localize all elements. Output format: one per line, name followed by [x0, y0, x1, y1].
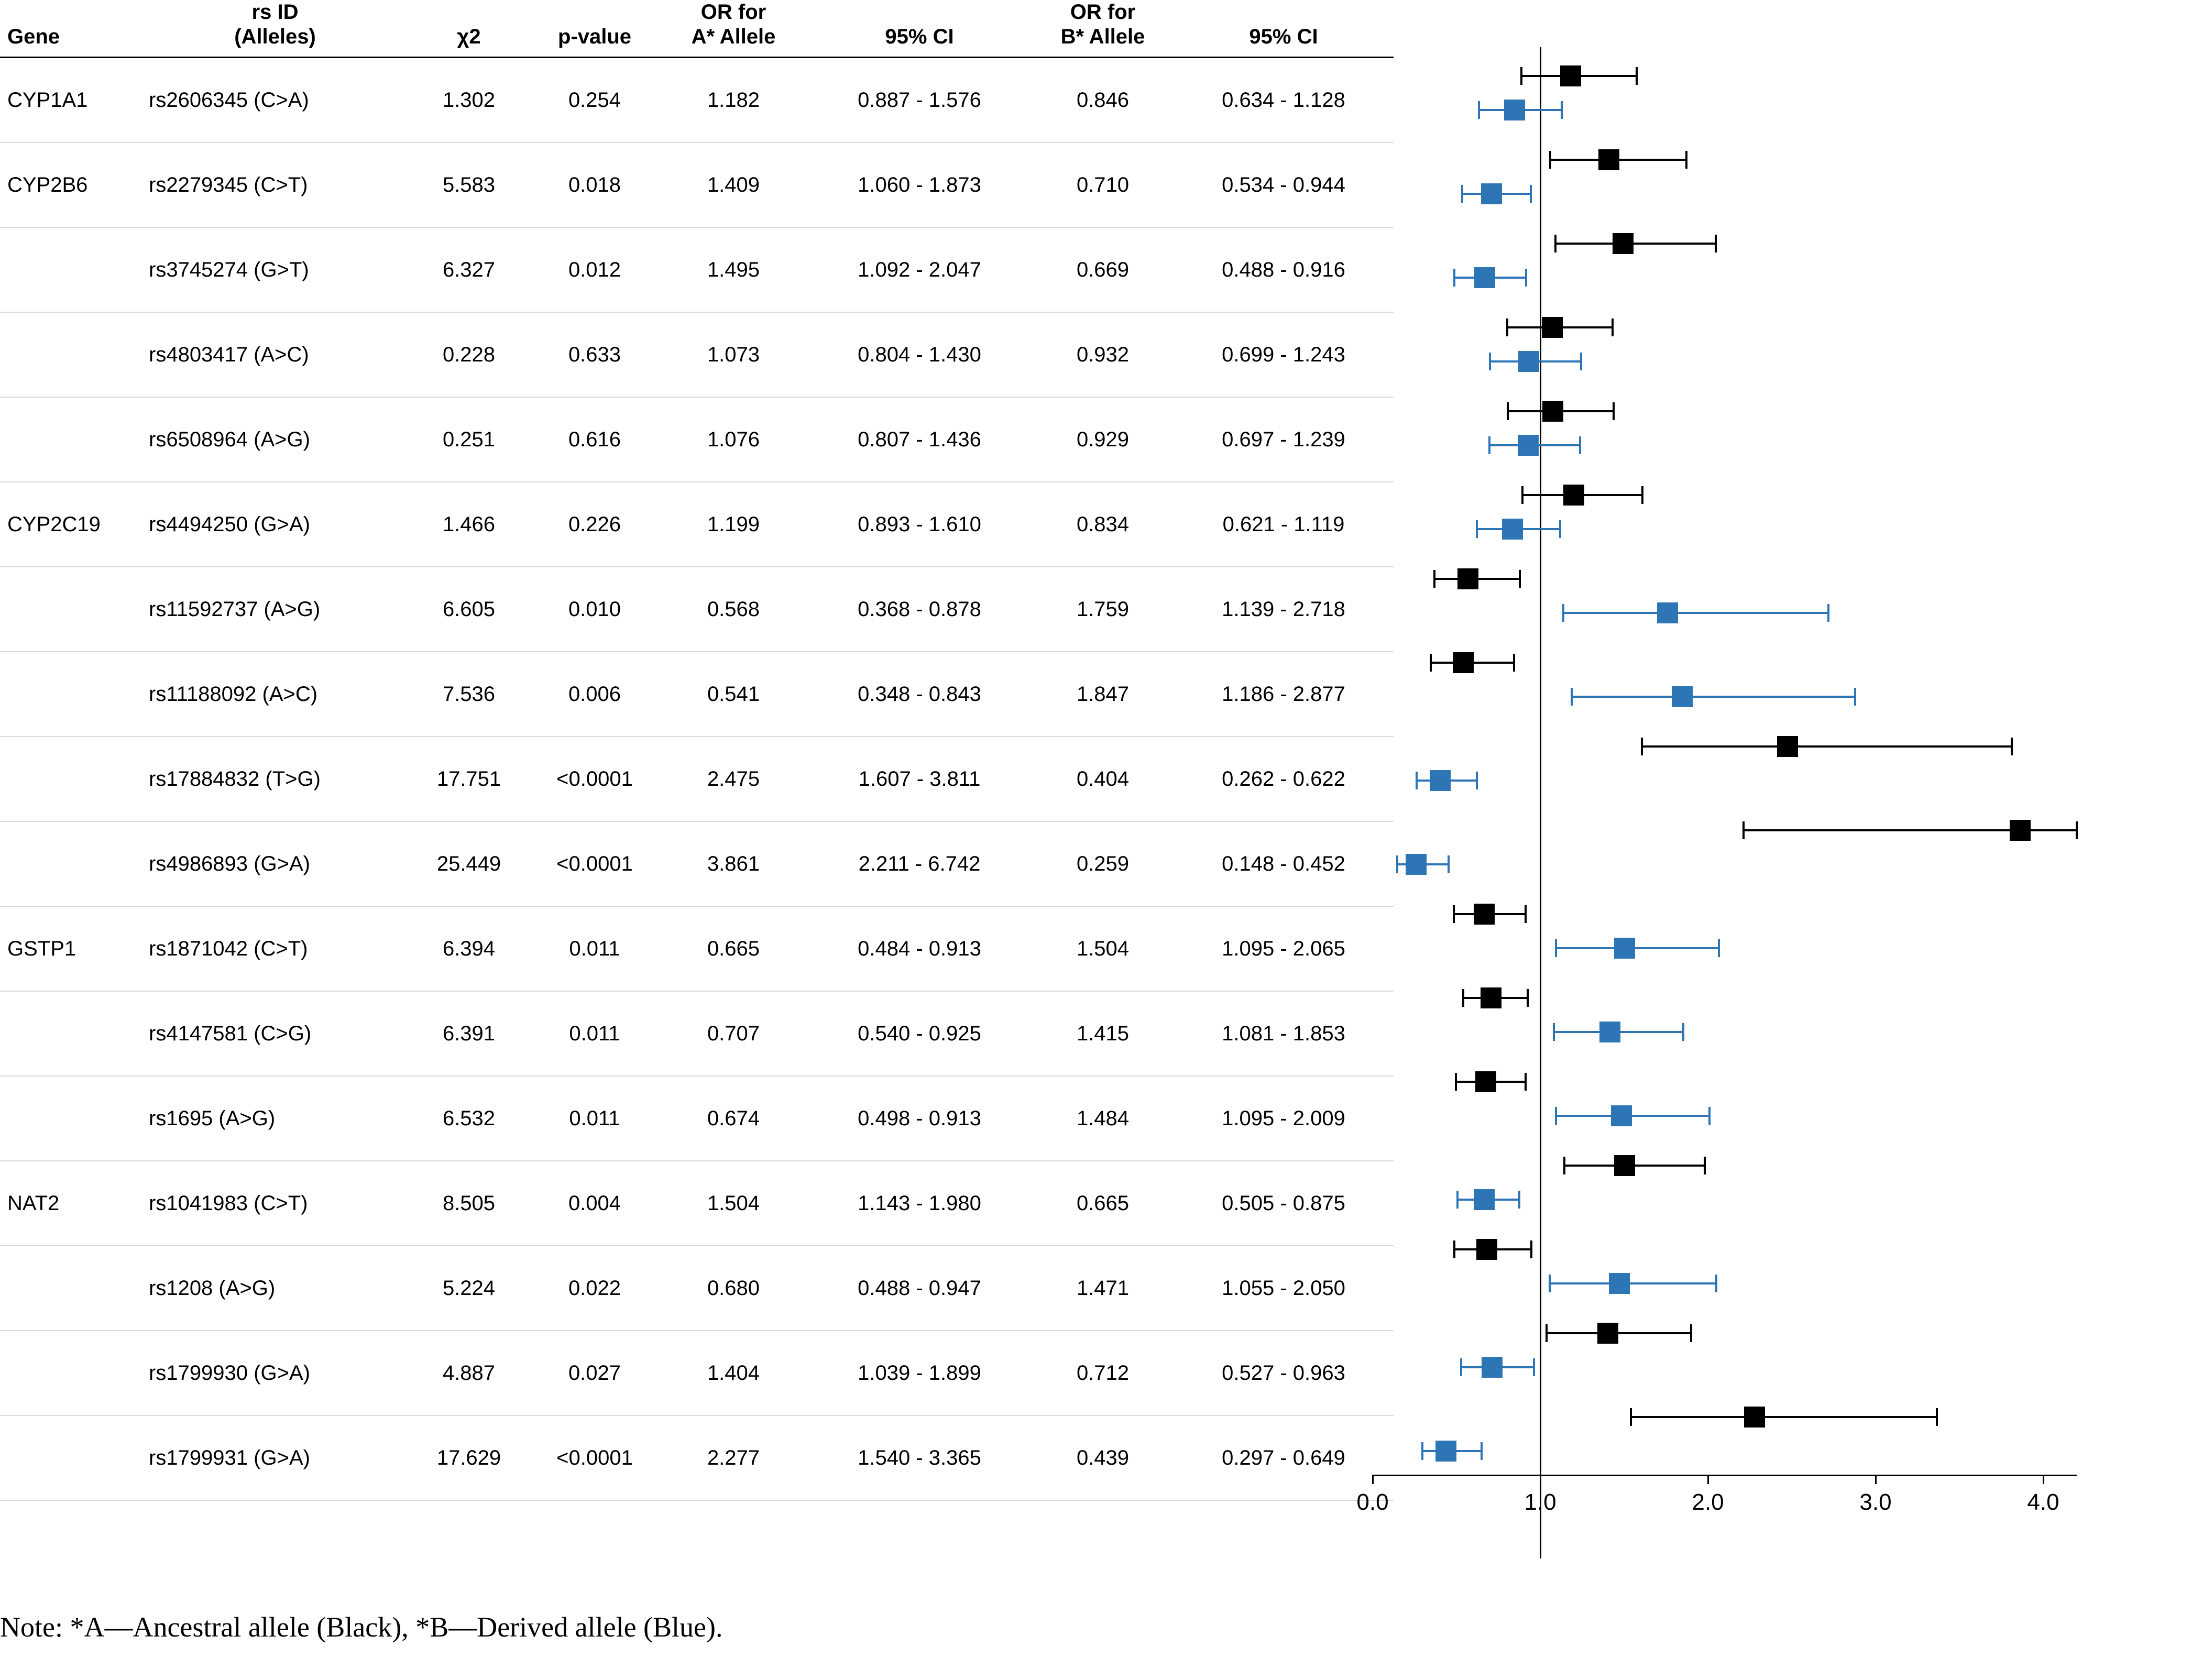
- gene-cell: [0, 1415, 141, 1500]
- x-axis-tick-label: 4.0: [2027, 1489, 2059, 1515]
- or-a-cell: 1.409: [660, 142, 807, 227]
- ci-lower-cap: [1571, 688, 1573, 706]
- ci-b-cell: 0.527 - 0.963: [1174, 1331, 1394, 1415]
- rsid-cell: rs1695 (A>G): [141, 1076, 409, 1161]
- x-axis-tick: [2043, 1475, 2044, 1484]
- chi2-cell: 17.751: [409, 737, 529, 821]
- table-row: [0, 991, 1394, 1076]
- or-a-cell: 0.568: [660, 567, 807, 652]
- or-b-cell: 0.712: [1032, 1331, 1174, 1415]
- ci-lower-cap: [1520, 67, 1522, 85]
- odds-ratio-point: [1502, 519, 1523, 540]
- or-b-cell: 0.710: [1032, 142, 1174, 227]
- rsid-cell: rs2279345 (C>T): [141, 142, 409, 227]
- odds-ratio-point: [1599, 1022, 1620, 1042]
- pvalue-cell: 0.254: [529, 58, 660, 143]
- pvalue-cell: 0.004: [529, 1161, 660, 1246]
- table-row: [0, 737, 1394, 821]
- or-a-cell: 0.707: [660, 991, 807, 1076]
- column-header-ci-b: 95% CI: [1174, 0, 1394, 58]
- odds-ratio-point: [1453, 652, 1474, 673]
- rsid-cell: rs4494250 (G>A): [141, 482, 409, 567]
- odds-ratio-point: [1613, 233, 1634, 254]
- pvalue-cell: 0.010: [529, 567, 660, 652]
- pvalue-cell: 0.633: [529, 312, 660, 397]
- ci-upper-cap: [1448, 855, 1450, 873]
- table-header: [0, 0, 1394, 58]
- or-a-cell: 1.182: [660, 58, 807, 143]
- ci-upper-cap: [1518, 1191, 1520, 1209]
- rsid-cell: rs1799930 (G>A): [141, 1331, 409, 1415]
- column-header-ci-a: 95% CI: [807, 0, 1032, 58]
- chi2-cell: 7.536: [409, 652, 529, 737]
- pvalue-cell: <0.0001: [529, 1415, 660, 1500]
- table-row: [0, 567, 1394, 652]
- ci-upper-cap: [1481, 1442, 1483, 1460]
- ci-b-cell: 0.297 - 0.649: [1174, 1415, 1394, 1500]
- ci-upper-cap: [2076, 821, 2078, 839]
- ci-lower-cap: [1453, 905, 1455, 923]
- or-a-cell: 0.541: [660, 652, 807, 737]
- gene-cell: [0, 1246, 141, 1331]
- ci-lower-cap: [1641, 738, 1643, 755]
- rsid-cell: rs1799931 (G>A): [141, 1415, 409, 1500]
- odds-ratio-point: [1474, 904, 1495, 925]
- ci-lower-cap: [1396, 855, 1398, 873]
- or-a-cell: 2.475: [660, 737, 807, 821]
- chi2-cell: 5.583: [409, 142, 529, 227]
- odds-ratio-point: [1406, 854, 1427, 875]
- odds-ratio-point: [1476, 1239, 1497, 1260]
- ci-lower-cap: [1462, 989, 1464, 1007]
- rsid-cell: rs1041983 (C>T): [141, 1161, 409, 1246]
- ci-upper-cap: [1636, 67, 1638, 85]
- ci-a-cell: 0.540 - 0.925: [807, 991, 1032, 1076]
- ci-b-cell: 1.139 - 2.718: [1174, 567, 1394, 652]
- ci-lower-cap: [1453, 269, 1455, 287]
- x-axis-tick: [1875, 1475, 1877, 1484]
- odds-ratio-point: [1435, 1441, 1456, 1462]
- ci-lower-cap: [1421, 1442, 1423, 1460]
- chi2-cell: 4.887: [409, 1331, 529, 1415]
- pvalue-cell: 0.022: [529, 1246, 660, 1331]
- ci-b-cell: 1.186 - 2.877: [1174, 652, 1394, 737]
- chi2-cell: 6.605: [409, 567, 529, 652]
- forest-plot: [1341, 0, 2179, 1561]
- or-a-cell: 1.073: [660, 312, 807, 397]
- ci-b-cell: 0.534 - 0.944: [1174, 142, 1394, 227]
- ci-upper-cap: [1718, 939, 1720, 957]
- or-a-cell: 2.277: [660, 1415, 807, 1500]
- ci-a-cell: 0.887 - 1.576: [807, 58, 1032, 143]
- odds-ratio-point: [1777, 736, 1798, 757]
- confidence-interval-line: [1555, 243, 1716, 245]
- column-header-rsid-line2: (Alleles): [234, 25, 316, 49]
- table-row: [0, 1076, 1394, 1161]
- ci-a-cell: 0.368 - 0.878: [807, 567, 1032, 652]
- ci-a-cell: 1.060 - 1.873: [807, 142, 1032, 227]
- figure-note: Note: *A—Ancestral allele (Black), *B—Derived allele (Blue).: [0, 1611, 723, 1643]
- ci-upper-cap: [1525, 269, 1527, 287]
- or-a-cell: 1.504: [660, 1161, 807, 1246]
- odds-ratio-point: [1474, 1189, 1495, 1210]
- rsid-cell: rs3745274 (G>T): [141, 227, 409, 312]
- chi2-cell: 8.505: [409, 1161, 529, 1246]
- confidence-interval-line: [1631, 1416, 1937, 1418]
- x-axis-line: [1373, 1475, 2077, 1476]
- ci-b-cell: 0.634 - 1.128: [1174, 58, 1394, 143]
- ci-b-cell: 1.055 - 2.050: [1174, 1246, 1394, 1331]
- pvalue-cell: 0.018: [529, 142, 660, 227]
- ci-upper-cap: [1613, 402, 1615, 420]
- chi2-cell: 6.327: [409, 227, 529, 312]
- column-header-or-a: [660, 0, 807, 58]
- confidence-interval-line: [1550, 1282, 1716, 1284]
- ci-upper-cap: [1519, 570, 1521, 588]
- gene-cell: [0, 652, 141, 737]
- or-a-cell: 1.404: [660, 1331, 807, 1415]
- ci-lower-cap: [1507, 402, 1509, 420]
- pvalue-cell: 0.011: [529, 1076, 660, 1161]
- rsid-cell: rs6508964 (A>G): [141, 397, 409, 482]
- or-b-cell: 0.404: [1032, 737, 1174, 821]
- gene-cell: [0, 567, 141, 652]
- ci-lower-cap: [1506, 319, 1508, 336]
- column-header-rsid: [141, 0, 409, 58]
- table-row: [0, 142, 1394, 227]
- confidence-interval-line: [1556, 1115, 1709, 1117]
- pvalue-cell: 0.226: [529, 482, 660, 567]
- ci-upper-cap: [1854, 688, 1856, 706]
- chi2-cell: 6.394: [409, 906, 529, 991]
- rsid-cell: rs11188092 (A>C): [141, 652, 409, 737]
- ci-upper-cap: [1641, 486, 1643, 504]
- x-axis-tick: [1540, 1475, 1541, 1484]
- ci-a-cell: 0.893 - 1.610: [807, 482, 1032, 567]
- rsid-cell: rs2606345 (C>A): [141, 58, 409, 143]
- ci-lower-cap: [1430, 654, 1432, 672]
- odds-ratio-point: [1481, 183, 1502, 204]
- ci-lower-cap: [1455, 1073, 1457, 1091]
- forest-plot-canvas: [1341, 0, 2179, 1561]
- ci-a-cell: 0.498 - 0.913: [807, 1076, 1032, 1161]
- gene-cell: [0, 397, 141, 482]
- rsid-cell: rs11592737 (A>G): [141, 567, 409, 652]
- column-header-or-b-line2: B* Allele: [1060, 25, 1145, 49]
- ci-upper-cap: [1690, 1324, 1692, 1342]
- chi2-cell: 1.302: [409, 58, 529, 143]
- chi2-cell: 0.228: [409, 312, 529, 397]
- table-row: [0, 1161, 1394, 1246]
- chi2-cell: 6.532: [409, 1076, 529, 1161]
- x-axis-tick-label: 2.0: [1692, 1489, 1724, 1515]
- ci-lower-cap: [1742, 821, 1745, 839]
- ci-lower-cap: [1555, 939, 1557, 957]
- table-row: [0, 397, 1394, 482]
- x-axis-tick-label: 0.0: [1356, 1489, 1389, 1515]
- odds-ratio-point: [1563, 485, 1584, 506]
- gene-cell: [0, 227, 141, 312]
- ci-upper-cap: [1527, 989, 1529, 1007]
- gene-cell: NAT2: [0, 1161, 141, 1246]
- ci-upper-cap: [1533, 1358, 1535, 1376]
- confidence-interval-line: [1556, 947, 1718, 949]
- odds-ratio-point: [1475, 1071, 1496, 1092]
- ci-upper-cap: [1715, 1275, 1717, 1292]
- or-b-cell: 0.834: [1032, 482, 1174, 567]
- ci-b-cell: 1.095 - 2.065: [1174, 906, 1394, 991]
- ci-a-cell: 0.488 - 0.947: [807, 1246, 1032, 1331]
- ci-upper-cap: [1827, 604, 1829, 622]
- or-a-cell: 1.199: [660, 482, 807, 567]
- chi2-cell: 0.251: [409, 397, 529, 482]
- ci-lower-cap: [1555, 1107, 1557, 1125]
- ci-b-cell: 0.621 - 1.119: [1174, 482, 1394, 567]
- odds-ratio-point: [1474, 267, 1495, 288]
- or-a-cell: 1.076: [660, 397, 807, 482]
- odds-ratio-point: [1542, 401, 1563, 422]
- pvalue-cell: 0.006: [529, 652, 660, 737]
- null-reference-line: [1540, 47, 1541, 1558]
- ci-a-cell: 2.211 - 6.742: [807, 821, 1032, 906]
- gene-cell: [0, 1076, 141, 1161]
- ci-lower-cap: [1478, 101, 1480, 119]
- ci-b-cell: 0.697 - 1.239: [1174, 397, 1394, 482]
- ci-a-cell: 1.143 - 1.980: [807, 1161, 1032, 1246]
- column-header-rsid-line1: rs ID: [251, 1, 299, 24]
- ci-upper-cap: [1530, 185, 1532, 203]
- ci-lower-cap: [1461, 185, 1463, 203]
- table-row: [0, 58, 1394, 143]
- odds-ratio-point: [1482, 1357, 1503, 1378]
- pvalue-cell: <0.0001: [529, 737, 660, 821]
- ci-upper-cap: [1525, 1073, 1527, 1091]
- column-header-chi2: χ2: [409, 0, 529, 58]
- gene-cell: CYP2B6: [0, 142, 141, 227]
- ci-lower-cap: [1433, 570, 1435, 588]
- ci-lower-cap: [1554, 235, 1557, 252]
- ci-upper-cap: [1685, 151, 1687, 169]
- pvalue-cell: 0.011: [529, 991, 660, 1076]
- confidence-interval-line: [1547, 1332, 1691, 1334]
- or-b-cell: 0.846: [1032, 58, 1174, 143]
- or-b-cell: 1.759: [1032, 567, 1174, 652]
- table-row: [0, 227, 1394, 312]
- ci-lower-cap: [1553, 1023, 1555, 1041]
- column-header-or-b: [1032, 0, 1174, 58]
- table-row: [0, 1246, 1394, 1331]
- confidence-interval-line: [1572, 696, 1855, 698]
- ci-b-cell: 0.505 - 0.875: [1174, 1161, 1394, 1246]
- odds-ratio-point: [1430, 770, 1451, 791]
- ci-a-cell: 0.804 - 1.430: [807, 312, 1032, 397]
- ci-lower-cap: [1521, 486, 1524, 504]
- or-a-cell: 3.861: [660, 821, 807, 906]
- pvalue-cell: 0.012: [529, 227, 660, 312]
- ci-lower-cap: [1488, 436, 1490, 454]
- table-row: [0, 906, 1394, 991]
- table-row: [0, 652, 1394, 737]
- chi2-cell: 1.466: [409, 482, 529, 567]
- ci-lower-cap: [1549, 151, 1551, 169]
- column-header-or-a-line1: OR for: [700, 1, 766, 24]
- ci-upper-cap: [1513, 654, 1515, 672]
- odds-ratio-point: [1597, 1323, 1618, 1344]
- table-row: [0, 1331, 1394, 1415]
- odds-ratio-point: [1744, 1407, 1765, 1428]
- odds-ratio-point: [1504, 100, 1525, 120]
- ci-lower-cap: [1563, 1157, 1565, 1174]
- ci-a-cell: 1.092 - 2.047: [807, 227, 1032, 312]
- or-b-cell: 1.471: [1032, 1246, 1174, 1331]
- ci-upper-cap: [2011, 738, 2013, 755]
- column-header-pvalue: p-value: [529, 0, 660, 58]
- column-header-or-b-line1: OR for: [1070, 1, 1136, 24]
- or-b-cell: 1.504: [1032, 906, 1174, 991]
- ci-lower-cap: [1630, 1408, 1632, 1426]
- gene-cell: [0, 821, 141, 906]
- gene-cell: CYP1A1: [0, 58, 141, 143]
- ci-lower-cap: [1562, 604, 1564, 622]
- ci-lower-cap: [1476, 520, 1478, 538]
- ci-lower-cap: [1549, 1275, 1551, 1292]
- ci-lower-cap: [1456, 1191, 1459, 1209]
- x-axis-tick-label: 1.0: [1524, 1489, 1557, 1515]
- or-b-cell: 1.847: [1032, 652, 1174, 737]
- ci-b-cell: 0.488 - 0.916: [1174, 227, 1394, 312]
- or-a-cell: 0.665: [660, 906, 807, 991]
- table-row: [0, 312, 1394, 397]
- pvalue-cell: <0.0001: [529, 821, 660, 906]
- ci-upper-cap: [1612, 319, 1614, 336]
- gene-cell: [0, 1331, 141, 1415]
- ci-upper-cap: [1936, 1408, 1938, 1426]
- chi2-cell: 6.391: [409, 991, 529, 1076]
- ci-upper-cap: [1525, 905, 1527, 923]
- ci-a-cell: 0.807 - 1.436: [807, 397, 1032, 482]
- odds-ratio-point: [1657, 602, 1678, 623]
- ci-lower-cap: [1546, 1324, 1548, 1342]
- ci-upper-cap: [1530, 1240, 1532, 1258]
- ci-b-cell: 0.148 - 0.452: [1174, 821, 1394, 906]
- confidence-interval-line: [1642, 745, 2011, 748]
- or-b-cell: 0.439: [1032, 1415, 1174, 1500]
- gene-cell: GSTP1: [0, 906, 141, 991]
- table-body: [0, 58, 1394, 1501]
- odds-ratio-point: [1672, 686, 1693, 707]
- or-b-cell: 0.665: [1032, 1161, 1174, 1246]
- or-b-cell: 0.669: [1032, 227, 1174, 312]
- rsid-cell: rs4147581 (C>G): [141, 991, 409, 1076]
- ci-a-cell: 0.484 - 0.913: [807, 906, 1032, 991]
- rsid-cell: rs4803417 (A>C): [141, 312, 409, 397]
- or-b-cell: 0.929: [1032, 397, 1174, 482]
- ci-lower-cap: [1460, 1358, 1462, 1376]
- odds-ratio-point: [1518, 351, 1539, 372]
- ci-upper-cap: [1704, 1157, 1706, 1174]
- or-b-cell: 0.932: [1032, 312, 1174, 397]
- ci-upper-cap: [1708, 1107, 1711, 1125]
- rsid-cell: rs1871042 (C>T): [141, 906, 409, 991]
- table-row: [0, 482, 1394, 567]
- rsid-cell: rs17884832 (T>G): [141, 737, 409, 821]
- ci-upper-cap: [1559, 520, 1561, 538]
- ci-upper-cap: [1682, 1023, 1684, 1041]
- ci-a-cell: 1.039 - 1.899: [807, 1331, 1032, 1415]
- odds-ratio-point: [1542, 317, 1563, 338]
- column-header-or-a-line2: A* Allele: [691, 25, 776, 49]
- ci-b-cell: 1.081 - 1.853: [1174, 991, 1394, 1076]
- or-b-cell: 0.259: [1032, 821, 1174, 906]
- pvalue-cell: 0.011: [529, 906, 660, 991]
- ci-upper-cap: [1715, 235, 1717, 252]
- odds-ratio-point: [1614, 938, 1635, 959]
- odds-ratio-point: [1481, 987, 1501, 1008]
- ci-b-cell: 0.262 - 0.622: [1174, 737, 1394, 821]
- column-header-gene: Gene: [0, 0, 141, 58]
- x-axis-tick: [1372, 1475, 1374, 1484]
- x-axis-tick-label: 3.0: [1859, 1489, 1892, 1515]
- or-a-cell: 1.495: [660, 227, 807, 312]
- ci-lower-cap: [1489, 353, 1491, 370]
- confidence-interval-line: [1563, 612, 1828, 614]
- odds-ratio-point: [1457, 568, 1478, 589]
- odds-ratio-point: [1560, 65, 1581, 86]
- ci-upper-cap: [1476, 772, 1478, 789]
- pvalue-cell: 0.616: [529, 397, 660, 482]
- chi2-cell: 5.224: [409, 1246, 529, 1331]
- or-a-cell: 0.680: [660, 1246, 807, 1331]
- ci-lower-cap: [1416, 772, 1418, 789]
- ci-upper-cap: [1561, 101, 1563, 119]
- gene-cell: CYP2C19: [0, 482, 141, 567]
- gene-cell: [0, 737, 141, 821]
- chi2-cell: 25.449: [409, 821, 529, 906]
- odds-ratio-point: [2010, 820, 2031, 841]
- ci-a-cell: 0.348 - 0.843: [807, 652, 1032, 737]
- odds-ratio-point: [1518, 435, 1539, 456]
- or-b-cell: 1.484: [1032, 1076, 1174, 1161]
- gene-cell: [0, 991, 141, 1076]
- ci-b-cell: 1.095 - 2.009: [1174, 1076, 1394, 1161]
- ci-a-cell: 1.540 - 3.365: [807, 1415, 1032, 1500]
- table-header-row: [0, 0, 1394, 58]
- table-row: [0, 821, 1394, 906]
- chi2-cell: 17.629: [409, 1415, 529, 1500]
- odds-ratio-point: [1614, 1155, 1635, 1176]
- rsid-cell: rs4986893 (G>A): [141, 821, 409, 906]
- ci-lower-cap: [1453, 1240, 1455, 1258]
- gene-cell: [0, 312, 141, 397]
- ci-a-cell: 1.607 - 3.811: [807, 737, 1032, 821]
- table-row: [0, 1415, 1394, 1500]
- ci-b-cell: 0.699 - 1.243: [1174, 312, 1394, 397]
- ci-upper-cap: [1579, 436, 1581, 454]
- rsid-cell: rs1208 (A>G): [141, 1246, 409, 1331]
- odds-ratio-point: [1598, 149, 1619, 170]
- pvalue-cell: 0.027: [529, 1331, 660, 1415]
- odds-ratio-point: [1611, 1105, 1632, 1126]
- x-axis-tick: [1707, 1475, 1709, 1484]
- ci-upper-cap: [1580, 353, 1582, 370]
- odds-ratio-point: [1609, 1273, 1630, 1294]
- or-b-cell: 1.415: [1032, 991, 1174, 1076]
- or-a-cell: 0.674: [660, 1076, 807, 1161]
